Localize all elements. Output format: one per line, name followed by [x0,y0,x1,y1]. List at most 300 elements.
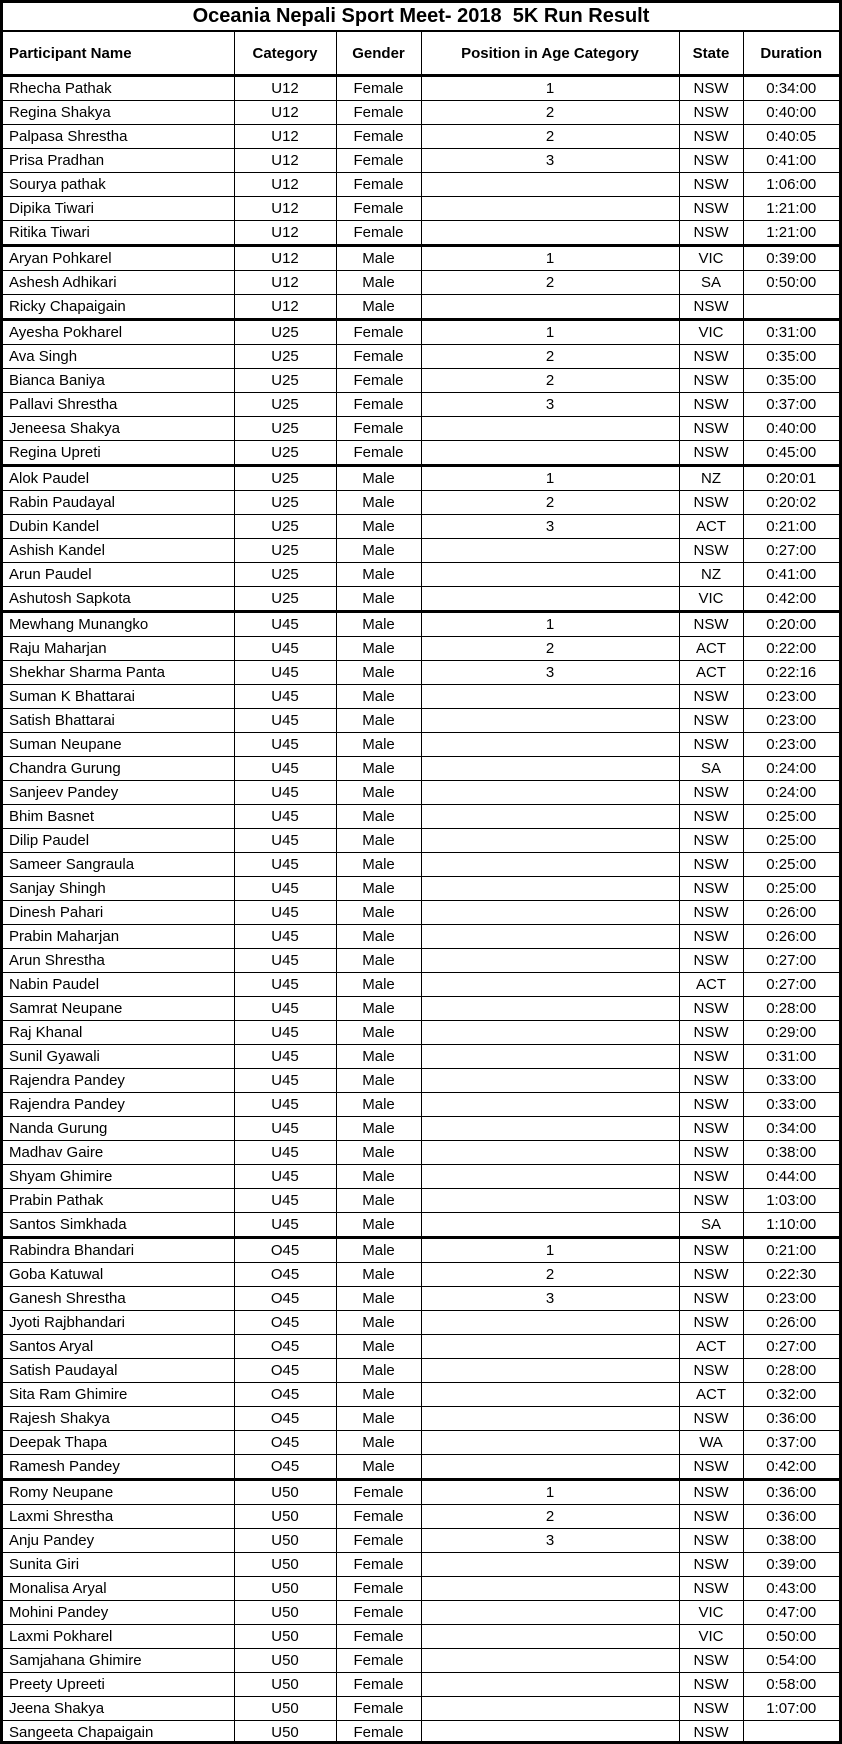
state-cell: NSW [679,173,743,197]
duration-cell: 0:27:00 [743,539,839,563]
category-cell: U50 [234,1625,336,1649]
gender-cell: Male [336,1287,421,1311]
duration-cell: 0:24:00 [743,781,839,805]
gender-cell: Male [336,1213,421,1238]
participant-name-cell: Aryan Pohkarel [3,246,234,271]
category-cell: U45 [234,685,336,709]
category-cell: U25 [234,345,336,369]
duration-cell [743,295,839,320]
gender-cell: Male [336,1407,421,1431]
state-cell: VIC [679,246,743,271]
position-cell [421,1625,679,1649]
table-row [3,1311,839,1335]
gender-cell: Male [336,1189,421,1213]
state-cell: NSW [679,949,743,973]
table-row [3,1238,839,1263]
position-cell [421,587,679,612]
gender-cell: Male [336,949,421,973]
gender-cell: Female [336,1721,421,1744]
duration-cell: 0:26:00 [743,1311,839,1335]
table-row [3,1529,839,1553]
table-row [3,709,839,733]
participant-name-cell: Palpasa Shrestha [3,125,234,149]
gender-cell: Female [336,345,421,369]
participant-name-cell: Sourya pathak [3,173,234,197]
state-cell: NSW [679,1189,743,1213]
gender-cell: Female [336,1697,421,1721]
state-cell: NSW [679,805,743,829]
participant-name-cell: Ashutosh Sapkota [3,587,234,612]
state-cell: NSW [679,877,743,901]
position-cell [421,197,679,221]
gender-cell: Male [336,587,421,612]
table-row [3,1213,839,1238]
duration-cell: 0:58:00 [743,1673,839,1697]
participant-name-cell: Rabin Paudayal [3,491,234,515]
participant-name-cell: Mewhang Munangko [3,612,234,637]
duration-cell: 0:25:00 [743,805,839,829]
duration-cell: 0:37:00 [743,1431,839,1455]
state-cell: NSW [679,101,743,125]
position-cell [421,901,679,925]
participant-name-cell: Rhecha Pathak [3,76,234,101]
state-cell: VIC [679,587,743,612]
gender-cell: Female [336,320,421,345]
state-cell: ACT [679,661,743,685]
state-cell: NSW [679,1287,743,1311]
state-cell: NSW [679,709,743,733]
position-cell: 1 [421,466,679,491]
participant-name-cell: Suman Neupane [3,733,234,757]
category-cell: U50 [234,1480,336,1505]
state-cell: NSW [679,685,743,709]
position-cell [421,781,679,805]
category-cell: U12 [234,101,336,125]
state-cell: NSW [679,1529,743,1553]
position-cell [421,877,679,901]
state-cell: NSW [679,295,743,320]
position-cell: 3 [421,515,679,539]
position-cell [421,853,679,877]
position-cell: 3 [421,661,679,685]
position-cell [421,1431,679,1455]
duration-cell: 0:32:00 [743,1383,839,1407]
state-cell: NSW [679,1480,743,1505]
duration-cell: 0:36:00 [743,1480,839,1505]
table-row [3,466,839,491]
duration-cell: 0:45:00 [743,441,839,466]
participant-name-cell: Mohini Pandey [3,1601,234,1625]
duration-cell: 0:40:00 [743,101,839,125]
duration-cell: 0:42:00 [743,1455,839,1480]
participant-name-cell: Regina Shakya [3,101,234,125]
participant-name-cell: Rajendra Pandey [3,1069,234,1093]
category-cell: U45 [234,853,336,877]
table-row [3,539,839,563]
category-cell: O45 [234,1287,336,1311]
table-row [3,997,839,1021]
gender-cell: Female [336,1601,421,1625]
category-cell: U45 [234,781,336,805]
participant-name-cell: Regina Upreti [3,441,234,466]
gender-cell: Female [336,1480,421,1505]
gender-cell: Male [336,997,421,1021]
state-cell: NSW [679,197,743,221]
position-cell: 1 [421,612,679,637]
state-cell: NSW [679,901,743,925]
category-cell: U25 [234,539,336,563]
table-row [3,1721,839,1744]
gender-cell: Female [336,101,421,125]
category-cell: U25 [234,369,336,393]
position-cell [421,221,679,246]
state-cell: NSW [679,1021,743,1045]
gender-cell: Female [336,1673,421,1697]
header-participant-name: Participant Name [3,32,234,76]
position-cell: 3 [421,1529,679,1553]
table-row [3,1359,839,1383]
participant-name-cell: Romy Neupane [3,1480,234,1505]
participant-name-cell: Jyoti Rajbhandari [3,1311,234,1335]
duration-cell: 0:34:00 [743,1117,839,1141]
participant-name-cell: Alok Paudel [3,466,234,491]
category-cell: O45 [234,1335,336,1359]
gender-cell: Female [336,221,421,246]
table-row [3,949,839,973]
position-cell [421,1311,679,1335]
participant-name-cell: Prisa Pradhan [3,149,234,173]
duration-cell: 0:50:00 [743,271,839,295]
table-row [3,1335,839,1359]
category-cell: U45 [234,661,336,685]
table-row [3,853,839,877]
state-cell: NSW [679,1673,743,1697]
participant-name-cell: Jeneesa Shakya [3,417,234,441]
duration-cell: 0:22:00 [743,637,839,661]
table-row [3,1287,839,1311]
category-cell: U25 [234,563,336,587]
duration-cell: 0:43:00 [743,1577,839,1601]
category-cell: U25 [234,320,336,345]
duration-cell: 0:23:00 [743,1287,839,1311]
gender-cell: Female [336,197,421,221]
category-cell: O45 [234,1407,336,1431]
participant-name-cell: Arun Paudel [3,563,234,587]
header-position-in-age-category: Position in Age Category [421,32,679,76]
table-row [3,173,839,197]
gender-cell: Male [336,1069,421,1093]
position-cell [421,1141,679,1165]
position-cell [421,1553,679,1577]
category-cell: U50 [234,1697,336,1721]
gender-cell: Male [336,246,421,271]
participant-name-cell: Laxmi Shrestha [3,1505,234,1529]
table-row [3,805,839,829]
duration-cell: 1:06:00 [743,173,839,197]
state-cell: NSW [679,1238,743,1263]
gender-cell: Male [336,539,421,563]
state-cell: SA [679,271,743,295]
position-cell [421,925,679,949]
state-cell: VIC [679,320,743,345]
category-cell: U25 [234,417,336,441]
gender-cell: Male [336,1093,421,1117]
gender-cell: Male [336,1263,421,1287]
participant-name-cell: Ashish Kandel [3,539,234,563]
position-cell: 3 [421,1287,679,1311]
position-cell [421,1335,679,1359]
duration-cell: 0:20:01 [743,466,839,491]
table-row [3,1407,839,1431]
duration-cell: 0:25:00 [743,853,839,877]
table-row [3,1577,839,1601]
category-cell: U50 [234,1721,336,1744]
duration-cell: 0:39:00 [743,246,839,271]
state-cell: NSW [679,1577,743,1601]
position-cell: 3 [421,149,679,173]
category-cell: U12 [234,271,336,295]
table-row [3,417,839,441]
position-cell: 1 [421,1480,679,1505]
gender-cell: Male [336,805,421,829]
category-cell: U12 [234,295,336,320]
state-cell: NZ [679,563,743,587]
state-cell: ACT [679,515,743,539]
category-cell: U50 [234,1505,336,1529]
participant-name-cell: Santos Aryal [3,1335,234,1359]
state-cell: NSW [679,733,743,757]
position-cell: 1 [421,1238,679,1263]
position-cell [421,1021,679,1045]
gender-cell: Female [336,1625,421,1649]
participant-name-cell: Rajesh Shakya [3,1407,234,1431]
duration-cell: 0:44:00 [743,1165,839,1189]
duration-cell: 0:41:00 [743,149,839,173]
table-row [3,925,839,949]
state-cell: NSW [679,829,743,853]
category-cell: U50 [234,1529,336,1553]
participant-name-cell: Satish Bhattarai [3,709,234,733]
state-cell: ACT [679,637,743,661]
participant-name-cell: Prabin Pathak [3,1189,234,1213]
gender-cell: Male [336,829,421,853]
participant-name-cell: Samrat Neupane [3,997,234,1021]
position-cell [421,1093,679,1117]
category-cell: U45 [234,1045,336,1069]
state-cell: WA [679,1431,743,1455]
state-cell: NSW [679,853,743,877]
participant-name-cell: Bianca Baniya [3,369,234,393]
participant-name-cell: Shyam Ghimire [3,1165,234,1189]
state-cell: NSW [679,1649,743,1673]
duration-cell: 0:33:00 [743,1069,839,1093]
table-row [3,149,839,173]
participant-name-cell: Dubin Kandel [3,515,234,539]
position-cell: 2 [421,345,679,369]
duration-cell: 0:37:00 [743,393,839,417]
state-cell: NSW [679,1045,743,1069]
table-row [3,1045,839,1069]
duration-cell: 1:21:00 [743,221,839,246]
position-cell: 1 [421,246,679,271]
gender-cell: Female [336,76,421,101]
state-cell: SA [679,1213,743,1238]
participant-name-cell: Ashesh Adhikari [3,271,234,295]
duration-cell: 0:33:00 [743,1093,839,1117]
table-row [3,369,839,393]
duration-cell: 0:54:00 [743,1649,839,1673]
gender-cell: Male [336,973,421,997]
state-cell: NSW [679,441,743,466]
participant-name-cell: Raju Maharjan [3,637,234,661]
category-cell: U45 [234,1165,336,1189]
state-cell: NSW [679,997,743,1021]
table-row [3,1431,839,1455]
participant-name-cell: Sanjeev Pandey [3,781,234,805]
position-cell [421,733,679,757]
table-row [3,101,839,125]
category-cell: U25 [234,515,336,539]
participant-name-cell: Ricky Chapaigain [3,295,234,320]
state-cell: ACT [679,1335,743,1359]
position-cell [421,1673,679,1697]
table-row [3,1383,839,1407]
gender-cell: Male [336,1045,421,1069]
duration-cell: 0:36:00 [743,1407,839,1431]
category-cell: U12 [234,76,336,101]
table-row [3,829,839,853]
table-row [3,685,839,709]
category-cell: U45 [234,733,336,757]
position-cell [421,757,679,781]
gender-cell: Male [336,1359,421,1383]
position-cell [421,563,679,587]
position-cell [421,1649,679,1673]
duration-cell: 0:47:00 [743,1601,839,1625]
state-cell: NSW [679,125,743,149]
category-cell: U45 [234,709,336,733]
table-row [3,637,839,661]
position-cell [421,173,679,197]
table-row [3,1117,839,1141]
duration-cell: 1:10:00 [743,1213,839,1238]
position-cell [421,1045,679,1069]
duration-cell: 0:23:00 [743,685,839,709]
category-cell: U25 [234,466,336,491]
participant-name-cell: Bhim Basnet [3,805,234,829]
position-cell [421,1069,679,1093]
duration-cell: 0:28:00 [743,997,839,1021]
category-cell: U12 [234,173,336,197]
table-row [3,661,839,685]
gender-cell: Male [336,1335,421,1359]
state-cell: VIC [679,1601,743,1625]
duration-cell: 0:35:00 [743,345,839,369]
duration-cell: 0:42:00 [743,587,839,612]
table-row [3,1625,839,1649]
category-cell: U45 [234,829,336,853]
table-row [3,125,839,149]
table-row [3,1455,839,1480]
gender-cell: Female [336,1529,421,1553]
position-cell [421,417,679,441]
table-row [3,1165,839,1189]
category-cell: U45 [234,877,336,901]
participant-name-cell: Preety Upreeti [3,1673,234,1697]
position-cell [421,709,679,733]
gender-cell: Male [336,733,421,757]
gender-cell: Male [336,877,421,901]
gender-cell: Male [336,1311,421,1335]
gender-cell: Male [336,1383,421,1407]
participant-name-cell: Sameer Sangraula [3,853,234,877]
table-row [3,441,839,466]
gender-cell: Male [336,901,421,925]
state-cell: NSW [679,1359,743,1383]
state-cell: NSW [679,369,743,393]
category-cell: U12 [234,246,336,271]
category-cell: U45 [234,805,336,829]
duration-cell: 0:24:00 [743,757,839,781]
participant-name-cell: Dipika Tiwari [3,197,234,221]
participant-name-cell: Ava Singh [3,345,234,369]
position-cell: 1 [421,76,679,101]
position-cell: 2 [421,369,679,393]
position-cell: 2 [421,637,679,661]
state-cell: NSW [679,1311,743,1335]
category-cell: U45 [234,997,336,1021]
participant-name-cell: Rajendra Pandey [3,1093,234,1117]
duration-cell: 0:21:00 [743,515,839,539]
participant-name-cell: Pallavi Shrestha [3,393,234,417]
gender-cell: Female [336,417,421,441]
state-cell: NSW [679,925,743,949]
category-cell: U12 [234,221,336,246]
category-cell: U25 [234,491,336,515]
category-cell: U45 [234,757,336,781]
category-cell: O45 [234,1431,336,1455]
gender-cell: Male [336,515,421,539]
table-row [3,1480,839,1505]
participant-name-cell: Dilip Paudel [3,829,234,853]
table-row [3,612,839,637]
table-row [3,197,839,221]
position-cell [421,1189,679,1213]
participant-name-cell: Sita Ram Ghimire [3,1383,234,1407]
participant-name-cell: Shekhar Sharma Panta [3,661,234,685]
participant-name-cell: Nabin Paudel [3,973,234,997]
state-cell: NSW [679,491,743,515]
participant-name-cell: Sunita Giri [3,1553,234,1577]
results-table [3,32,839,1744]
table-row [3,246,839,271]
gender-cell: Male [336,853,421,877]
participant-name-cell: Sanjay Shingh [3,877,234,901]
duration-cell: 0:21:00 [743,1238,839,1263]
duration-cell: 0:22:16 [743,661,839,685]
participant-name-cell: Nanda Gurung [3,1117,234,1141]
state-cell: NSW [679,149,743,173]
participant-name-cell: Arun Shrestha [3,949,234,973]
duration-cell: 0:26:00 [743,925,839,949]
position-cell [421,1455,679,1480]
participant-name-cell: Laxmi Pokharel [3,1625,234,1649]
gender-cell: Male [336,612,421,637]
position-cell: 1 [421,320,679,345]
table-row [3,491,839,515]
duration-cell: 1:03:00 [743,1189,839,1213]
table-row [3,221,839,246]
